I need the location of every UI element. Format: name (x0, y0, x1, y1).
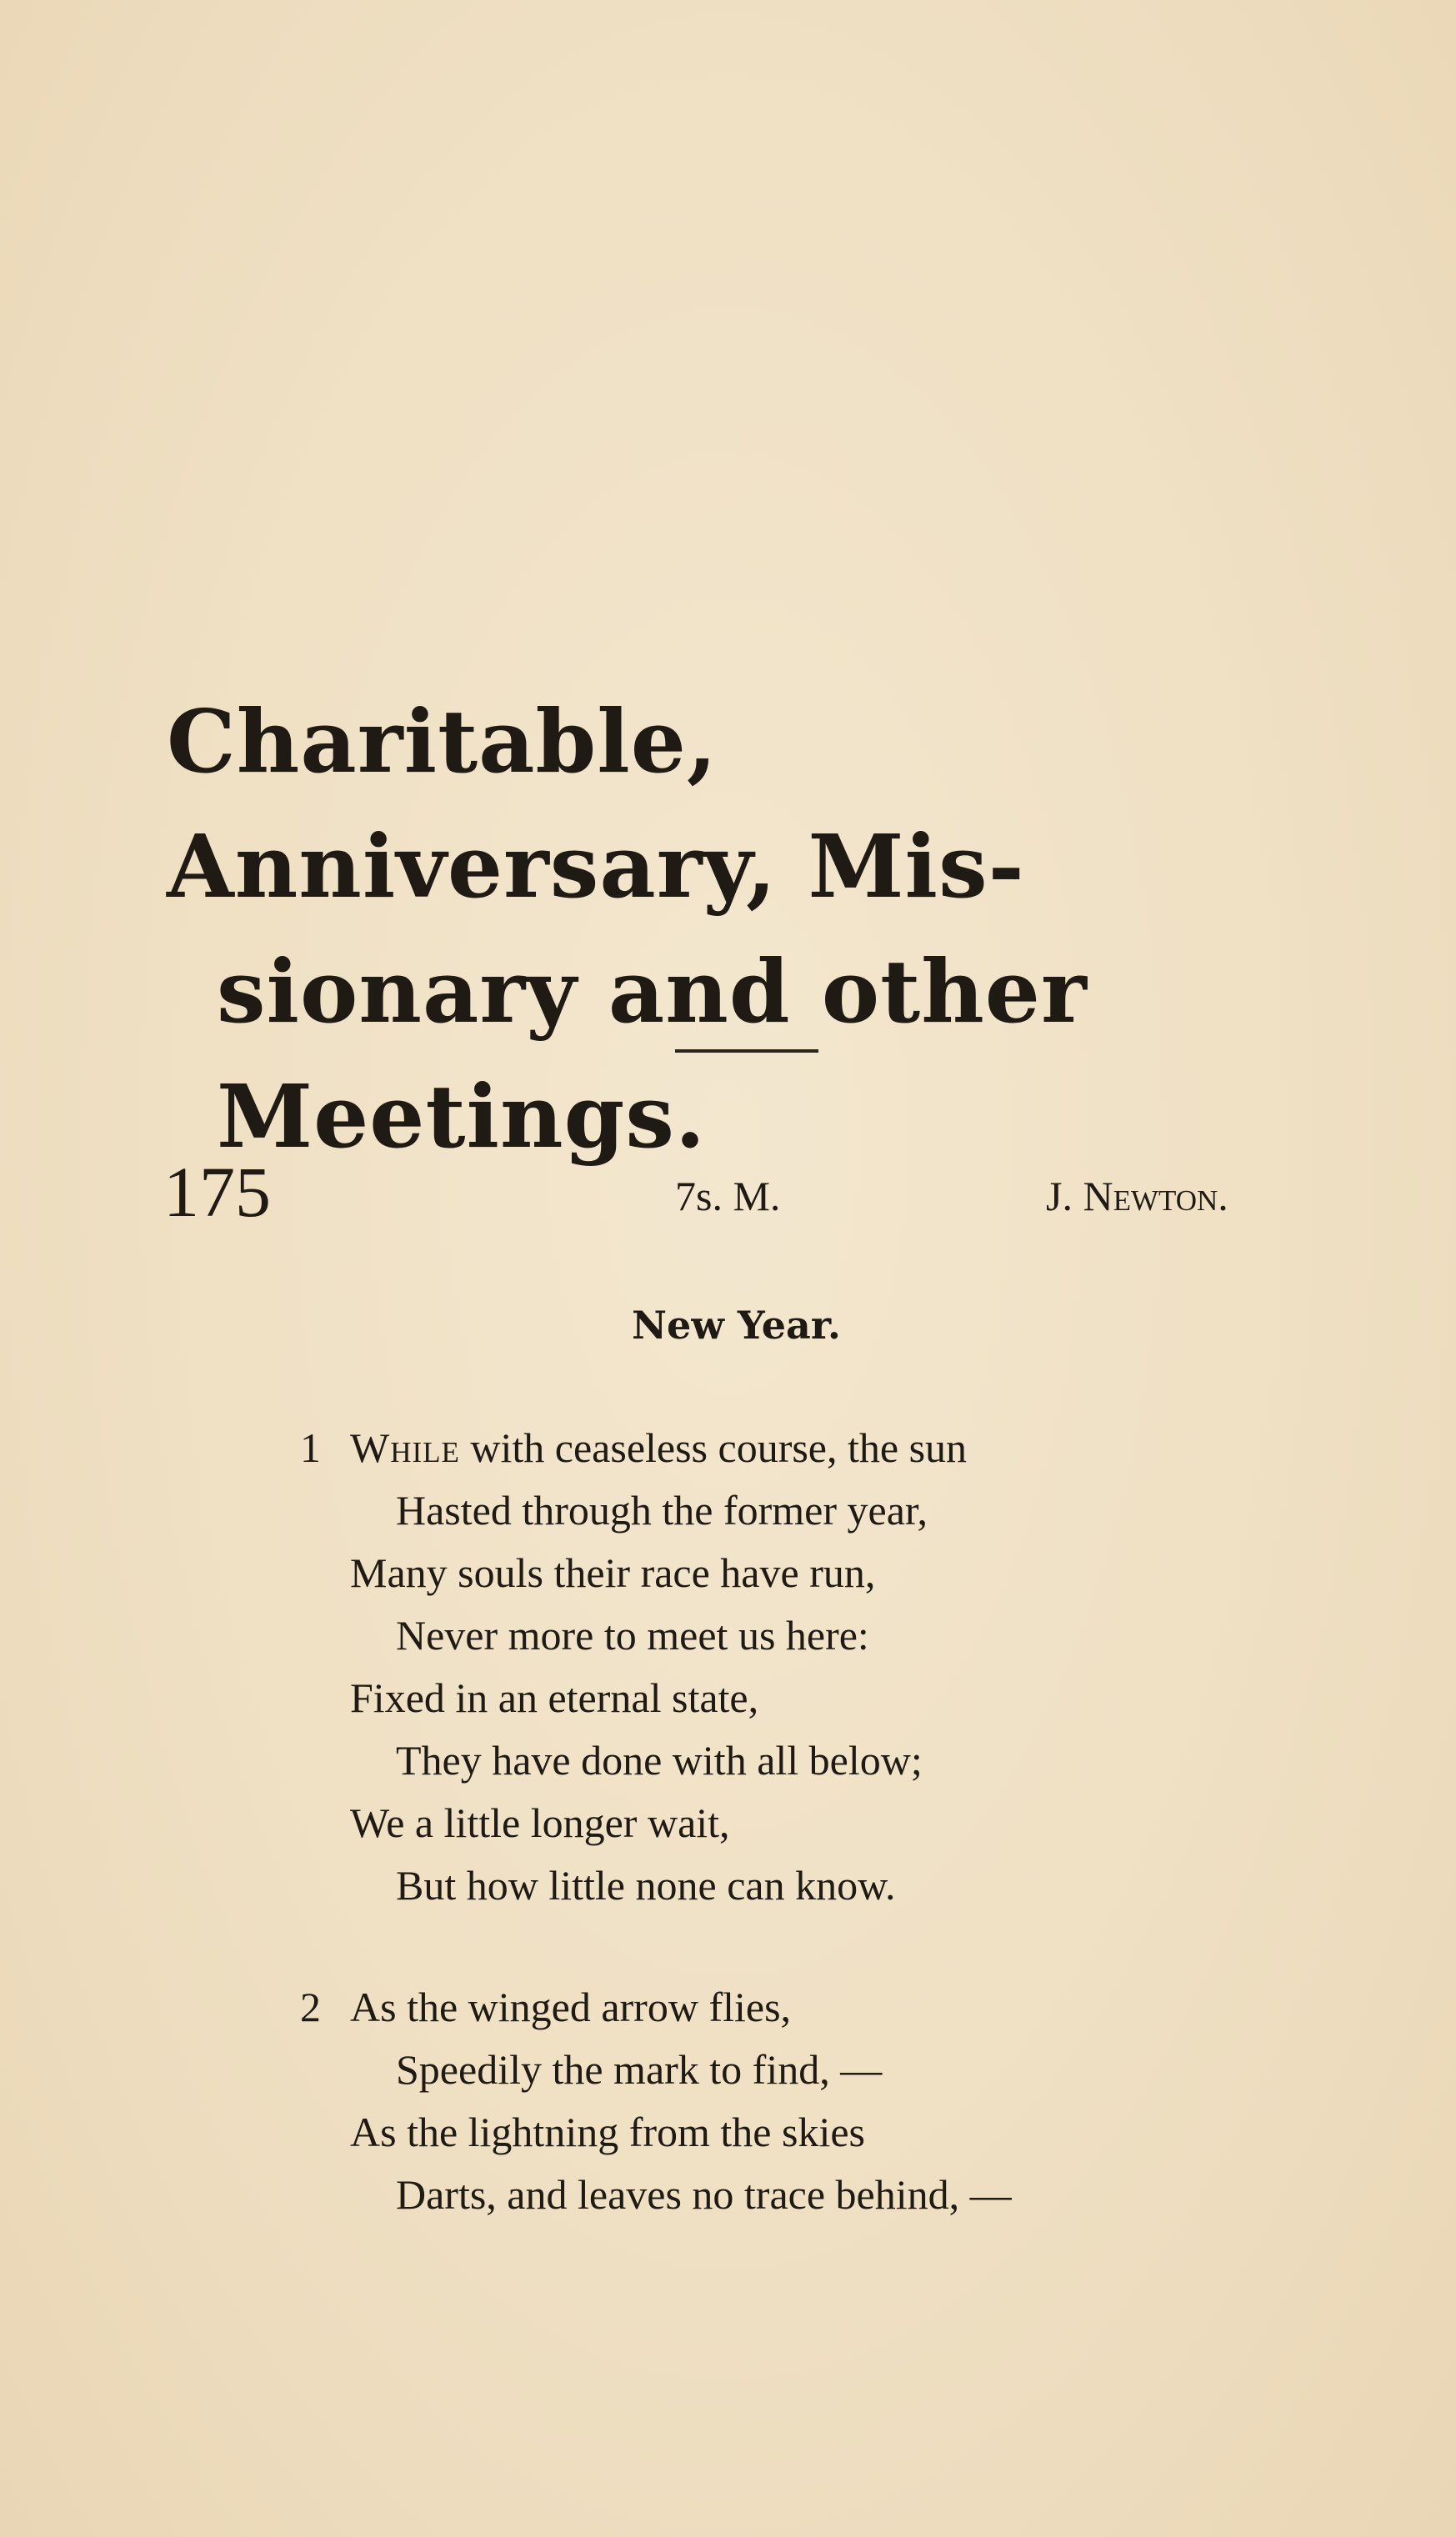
verse-line-text: We a little longer wait, (350, 1799, 730, 1846)
verse-line-text: Speedily the mark to find, — (396, 2046, 883, 2093)
verse-line (300, 1976, 1300, 2039)
verse-line-text: But how little none can know. (396, 1862, 896, 1909)
hymn-number: 175 (163, 1152, 271, 1232)
verse-line-text: Hasted through the former year, (396, 1487, 928, 1534)
verse-line (300, 1729, 1300, 1792)
verse-line-text: They have done with all below; (396, 1737, 923, 1784)
verse-line (300, 1667, 1300, 1729)
hymn-subtitle: New Year. (632, 1303, 841, 1348)
verse-line (300, 2101, 1300, 2164)
verse-1 (300, 1417, 1300, 1917)
verse-first-word: While (350, 1424, 460, 1471)
verse-line-text (350, 1417, 967, 1479)
verse-line-text: Never more to meet us here: (396, 1612, 869, 1659)
verse-line-text: Fixed in an eternal state, (350, 1674, 759, 1721)
verse-line-text: Darts, and leaves no trace behind, — (396, 2171, 1012, 2218)
verse-line-text: As the winged arrow flies, (350, 1984, 792, 2030)
hymn-meter: 7s. M. (675, 1173, 781, 1219)
verse-line (300, 1854, 1300, 1917)
section-title-line-2: sionary and other Meetings. (217, 940, 1088, 1168)
verse-line (300, 1792, 1300, 1854)
verse-line (300, 1542, 1300, 1604)
verse-line (300, 2039, 1300, 2101)
verse-line (300, 1479, 1300, 1542)
verse-number: 2 (300, 1984, 321, 2030)
hymn-author: J. Newton. (1046, 1173, 1228, 1219)
verse-line (300, 1417, 1300, 1479)
verse-2 (300, 1976, 1300, 2226)
verse-line-rest: with ceaseless course, the sun (459, 1424, 968, 1471)
section-title-line-1: Charitable, Anniversary, Mis- (167, 690, 1025, 918)
verse-line (300, 1604, 1300, 1667)
verse-number: 1 (300, 1424, 321, 1471)
verse-line (300, 2164, 1300, 2226)
verse-line-text: As the lightning from the skies (350, 2109, 865, 2155)
divider-rule (675, 1049, 818, 1053)
verse-line-text: Many souls their race have run, (350, 1549, 876, 1596)
section-title (167, 679, 1333, 1179)
